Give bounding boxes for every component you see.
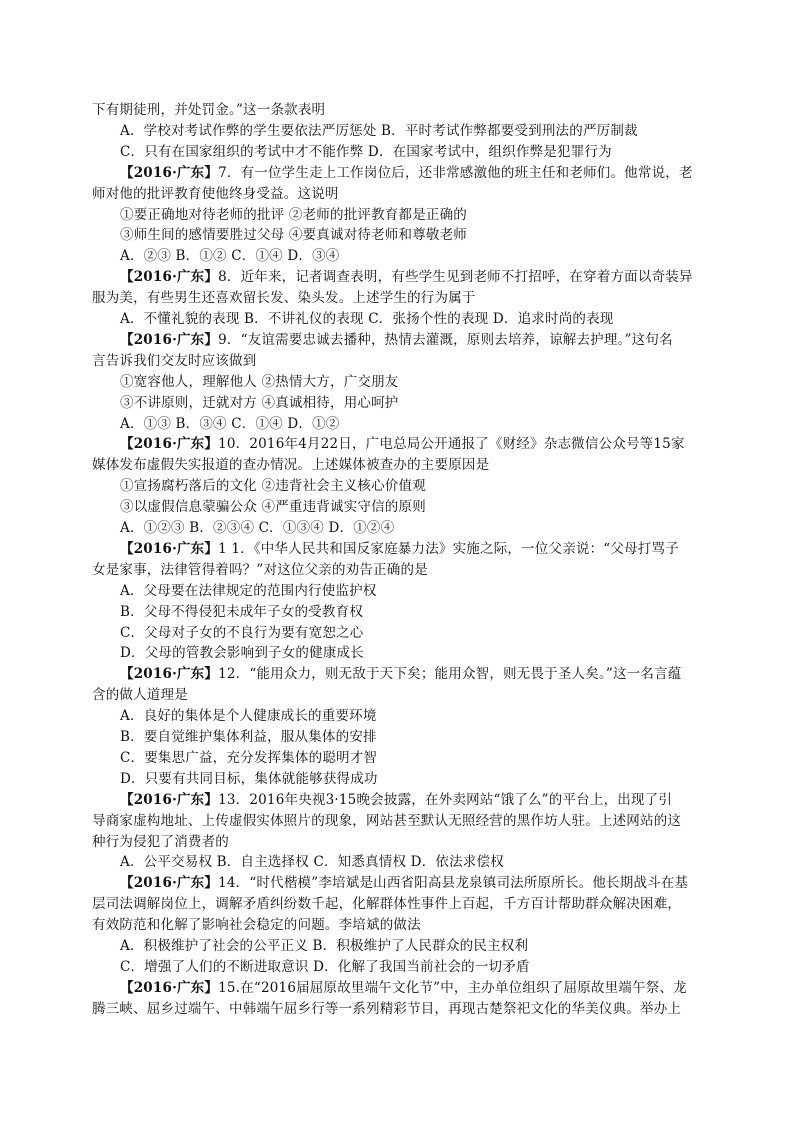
line-text: C．要集思广益，充分发挥集体的聪明才智 (120, 749, 378, 766)
text-line (120, 727, 740, 748)
question-line (120, 434, 740, 455)
line-text: C．父母对子女的不良行为要有宽恕之心 (120, 624, 364, 641)
line-text: A．良好的集体是个人健康成长的重要环境 (120, 708, 377, 725)
question-source-tag: 【2016·广东】 (120, 269, 219, 286)
line-text: 10．2016年4月22日，广电总局公开通报了《财经》杂志微信公众号等15家 (218, 436, 685, 453)
text-line (120, 309, 740, 330)
question-source-tag: 【2016·广东】 (120, 540, 219, 557)
question-source-tag: 【2016·广东】 (120, 791, 219, 808)
line-text: A．学校对考试作弊的学生要依法严厉惩处 B．平时考试作弊都要受到刑法的严厉制裁 (120, 122, 638, 139)
text-line (92, 560, 712, 581)
text-line (92, 915, 712, 936)
line-text: A．①②③ B．②③④ C．①③④ D．①②④ (120, 520, 395, 536)
line-text: 有效防范和化解了影响社会稳定的问题。李培斌的做法 (92, 917, 421, 934)
question-line (120, 664, 740, 685)
text-line (120, 142, 740, 163)
line-text: D．只要有共同目标，集体就能够获得成功 (120, 770, 378, 787)
line-text: 13．2016年央视3·15晚会披露，在外卖网站“饿了么”的平台上，出现了引 (218, 791, 673, 808)
text-line (120, 706, 740, 727)
line-text: 导商家虚构地址、上传虚假实体照片的现象，网站甚至默认无照经营的黑作坊人驻。上述网站的这 (92, 812, 682, 829)
text-line (120, 121, 740, 142)
text-line (120, 769, 740, 790)
line-text: 师对他的批评教育使他终身受益。这说明 (92, 185, 339, 202)
line-text: 种行为侵犯了消费者的 (92, 833, 229, 850)
text-line (92, 811, 712, 832)
line-text: 腾三峡、屈乡过端午、中韩端午屈乡行等一系列精彩节目，再现古楚祭祀文化的华美仪典。举办上 (92, 1000, 682, 1017)
line-text: A．不懂礼貌的表现 B．不讲礼仪的表现 C．张扬个性的表现 D．追求时尚的表现 (120, 311, 614, 327)
line-text: 含的做人道理是 (92, 687, 188, 704)
text-line (120, 225, 740, 246)
text-line (120, 393, 740, 414)
text-line (92, 351, 712, 372)
text-line (120, 623, 740, 644)
question-line (120, 267, 740, 288)
text-line (92, 455, 712, 476)
question-line (120, 873, 740, 894)
line-text: 8．近年来，记者调查表明，有些学生见到老师不打招呼，在穿着方面以奇装异 (218, 269, 693, 286)
line-text: 15.在“2016届屈原故里端午文化节”中，主办单位组织了屈原故里端午祭、龙 (218, 979, 687, 996)
text-line (120, 581, 740, 602)
text-line (120, 518, 740, 539)
line-text: A．①③ B．③④ C．①④ D．①② (120, 415, 340, 432)
question-source-tag: 【2016·广东】 (120, 875, 219, 892)
question-line (120, 790, 740, 811)
line-text: 服为美，有些男生还喜欢留长发、染头发。上述学生的行为属于 (92, 290, 476, 307)
text-line (120, 643, 740, 664)
line-text: 7．有一位学生走上工作岗位后，还非常感激他的班主任和老师们。他常说，老 (218, 164, 693, 181)
question-line (120, 978, 740, 999)
text-line (120, 414, 740, 435)
line-text: 9．“友谊需要忠诚去播种，热情去灌溉，原则去培养，谅解去护理。”这句名 (218, 331, 673, 348)
line-text: 女是家事，法律管得着吗？”对这位父亲的劝告正确的是 (92, 561, 428, 578)
line-text: 14．“时代楷模”李培斌是山西省阳高县龙泉镇司法所原所长。他长期战斗在基 (218, 875, 689, 892)
text-line (120, 497, 740, 518)
line-text: 层司法调解岗位上，调解矛盾纠纷数千起，化解群体性事件上百起，千方百计帮助群众解决困难， (92, 896, 682, 913)
line-text: C．只有在国家组织的考试中才不能作弊 D．在国家考试中，组织作弊是犯罪行为 (120, 143, 612, 160)
line-text: ③以虚假信息蒙骗公众 ④严重违背诚实守信的原则 (120, 499, 426, 516)
text-line (120, 205, 740, 226)
line-text: ③师生间的感情要胜过父母 ④要真诚对待老师和尊敬老师 (120, 227, 467, 244)
line-text: 12．“能用众力，则无敌于天下矣；能用众智，则无畏于圣人矣。”这一名言蕴 (218, 666, 682, 683)
text-line (120, 957, 740, 978)
text-line (120, 246, 740, 267)
text-line (120, 852, 740, 873)
line-text: C．增强了人们的不断进取意识 D．化解了我国当前社会的一切矛盾 (120, 958, 530, 975)
line-text: 媒体发布虚假失实报道的查办情况。上述媒体被查办的主要原因是 (92, 457, 490, 474)
question-source-tag: 【2016·广东】 (120, 666, 219, 683)
line-text: A．②③ B．①② C．①④ D．③④ (120, 248, 340, 265)
question-source-tag: 【2016·广东】 (120, 436, 219, 453)
text-line (92, 999, 712, 1020)
text-line (92, 832, 712, 853)
text-line (120, 372, 740, 393)
question-line (120, 539, 740, 560)
line-text: A．公平交易权 B．自主选择权 C．知悉真情权 D．依法求偿权 (120, 854, 504, 871)
question-line (120, 330, 740, 351)
line-text: A．积极维护了社会的公平正义 B．积极维护了人民群众的民主权利 (120, 938, 529, 954)
line-text: ①宽容他人，理解他人 ②热情大方，广交朋友 (120, 373, 399, 390)
text-line (92, 100, 712, 121)
line-text: ③不讲原则，迁就对方 ④真诚相待，用心呵护 (120, 394, 399, 411)
text-line (92, 184, 712, 205)
text-line (92, 288, 712, 309)
line-text: B．父母不得侵犯未成年子女的受教育权 (120, 603, 364, 620)
line-text: 1 1．《中华人民共和国反家庭暴力法》实施之际，一位父亲说：“父母打骂子 (218, 540, 679, 557)
line-text: 下有期徒刑，并处罚金。”这一条款表明 (92, 102, 326, 118)
question-source-tag: 【2016·广东】 (120, 979, 219, 996)
question-line (120, 163, 740, 184)
text-line (92, 685, 712, 706)
text-line (120, 476, 740, 497)
text-line (92, 894, 712, 915)
text-line (120, 936, 740, 957)
line-text: ①要正确地对待老师的批评 ②老师的批评教育都是正确的 (120, 206, 467, 223)
line-text: B．要自觉维护集体利益，服从集体的安排 (120, 729, 377, 745)
question-source-tag: 【2016·广东】 (120, 331, 219, 348)
line-text: ①宣扬腐朽落后的文化 ②违背社会主义核心价值观 (120, 478, 426, 495)
line-text: D．父母的管教会影响到子女的健康成长 (120, 645, 364, 662)
question-source-tag: 【2016·广东】 (120, 164, 219, 181)
line-text: A．父母要在法律规定的范围内行使监护权 (120, 582, 377, 599)
text-line (120, 748, 740, 769)
text-line (120, 602, 740, 623)
line-text: 言告诉我们交友时应该做到 (92, 352, 257, 369)
